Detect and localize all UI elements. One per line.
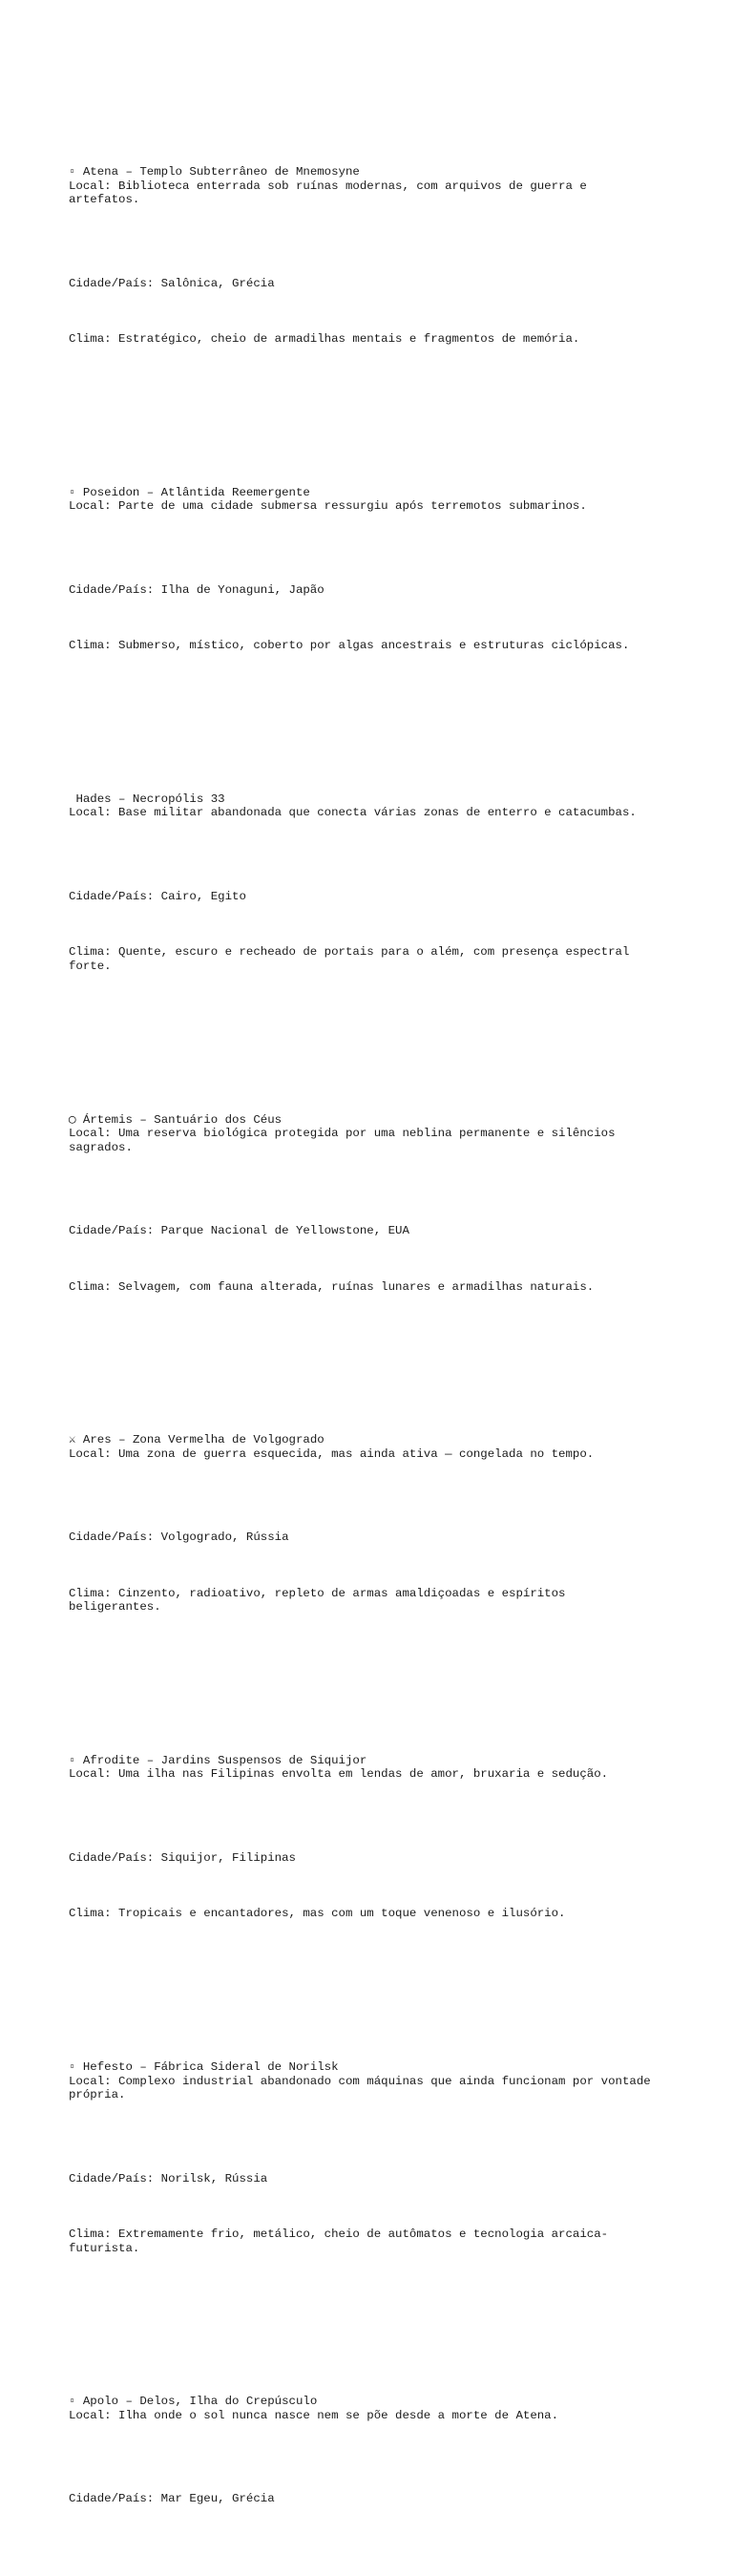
bullet-icon: ▫ [69, 485, 76, 499]
bullet-icon: ▫ [69, 2395, 76, 2409]
section-title: Afrodite – Jardins Suspensos de Siquijor [82, 1753, 367, 1767]
section-artemis [69, 1057, 670, 1321]
crossed-swords-icon: ⚔ [69, 1433, 76, 1447]
section-atena [69, 110, 670, 374]
section-title-line [69, 2060, 670, 2075]
section-poseidon [69, 430, 670, 681]
section-title: Poseidon – Atlântida Reemergente [82, 485, 310, 499]
section-title: Ares – Zona Vermelha de Volgogrado [82, 1433, 325, 1447]
section-title: Hefesto – Fábrica Sideral de Norilsk [82, 2059, 339, 2074]
clima-text: Clima: Submerso, místico, coberto por algas ancestrais e estruturas ciclópicas. [69, 639, 630, 653]
section-header [69, 458, 670, 542]
cidade-text: Cidade/País: Volgogrado, Rússia [69, 1531, 289, 1545]
local-text: Local: Uma ilha nas Filipinas envolta em lendas de amor, bruxaria e sedução. [69, 1767, 609, 1782]
section-title: Apolo – Delos, Ilha do Crepúsculo [82, 2395, 318, 2409]
section-title-line [69, 165, 670, 179]
section-title: Atena – Templo Subterrâneo de Mnemosyne [82, 165, 360, 179]
bullet-icon: ▫ [69, 1753, 76, 1767]
local-text: Local: Ilha onde o sol nunca nasce nem se põe desde a morte de Atena. [69, 2408, 559, 2422]
section-header [69, 1726, 670, 1810]
section-header [69, 2367, 670, 2451]
section-ares [69, 1378, 670, 1642]
cidade-text: Cidade/País: Mar Egeu, Grécia [69, 2492, 275, 2506]
section-title-line [69, 2395, 670, 2409]
clima-text: Clima: Quente, escuro e recheado de portais para o além, com presença espectral forte. [69, 945, 630, 973]
circle-icon: ◯ [69, 1112, 76, 1127]
local-text: Local: Uma zona de guerra esquecida, mas ainda ativa — congelada no tempo. [69, 1446, 595, 1461]
local-text: Local: Complexo industrial abandonado com máquinas que ainda funcionam por vontade própria. [69, 2074, 651, 2102]
local-text: Local: Biblioteca enterrada sob ruínas modernas, com arquivos de guerra e artefatos. [69, 179, 587, 207]
clima-text: Clima: Tropicais e encantadores, mas com um toque venenoso e ilusório. [69, 1907, 566, 1921]
section-title: Ártemis – Santuário dos Céus [82, 1112, 283, 1127]
document-body [69, 68, 670, 2576]
section-title-line [69, 1754, 670, 1768]
cidade-text: Cidade/País: Cairo, Egito [69, 890, 246, 904]
bullet-icon: ▫ [69, 165, 76, 179]
local-text: Local: Parte de uma cidade submersa ressurgiu após terremotos submarinos. [69, 499, 587, 514]
section-hades [69, 737, 670, 1002]
section-hefesto [69, 2005, 670, 2284]
section-afrodite [69, 1698, 670, 1949]
bullet-icon: ▫ [69, 2059, 76, 2074]
cidade-text: Cidade/País: Salônica, Grécia [69, 276, 275, 290]
section-title-line [69, 792, 670, 807]
section-title-line [69, 486, 670, 500]
section-apolo [69, 2339, 670, 2534]
cidade-text: Cidade/País: Siquijor, Filipinas [69, 1851, 296, 1865]
clima-text: Clima: Extremamente frio, metálico, cheio de autômatos e tecnologia arcaica- futurista. [69, 2228, 609, 2255]
clima-text: Clima: Cinzento, radioativo, repleto de armas amaldiçoadas e espíritos beligerantes. [69, 1586, 566, 1615]
section-title-line [69, 1113, 670, 1128]
section-title: Hades – Necropólis 33 [75, 792, 225, 806]
cidade-text: Cidade/País: Ilha de Yonaguni, Japão [69, 582, 325, 597]
clima-text: Clima: Estratégico, cheio de armadilhas mentais e fragmentos de memória. [69, 332, 580, 347]
section-header [69, 137, 670, 235]
section-header [69, 1405, 670, 1489]
section-header [69, 765, 670, 849]
clima-text: Clima: Selvagem, com fauna alterada, ruínas lunares e armadilhas naturais. [69, 1279, 595, 1294]
cidade-text: Cidade/País: Norilsk, Rússia [69, 2171, 268, 2185]
local-text: Local: Uma reserva biológica protegida por uma neblina permanente e silêncios sagrados. [69, 1127, 616, 1154]
section-header [69, 1085, 670, 1182]
cidade-text: Cidade/País: Parque Nacional de Yellowstone, EUA [69, 1224, 409, 1238]
section-title-line [69, 1433, 670, 1447]
section-header [69, 2033, 670, 2130]
local-text: Local: Base militar abandonada que conecta várias zonas de enterro e catacumbas. [69, 806, 637, 820]
